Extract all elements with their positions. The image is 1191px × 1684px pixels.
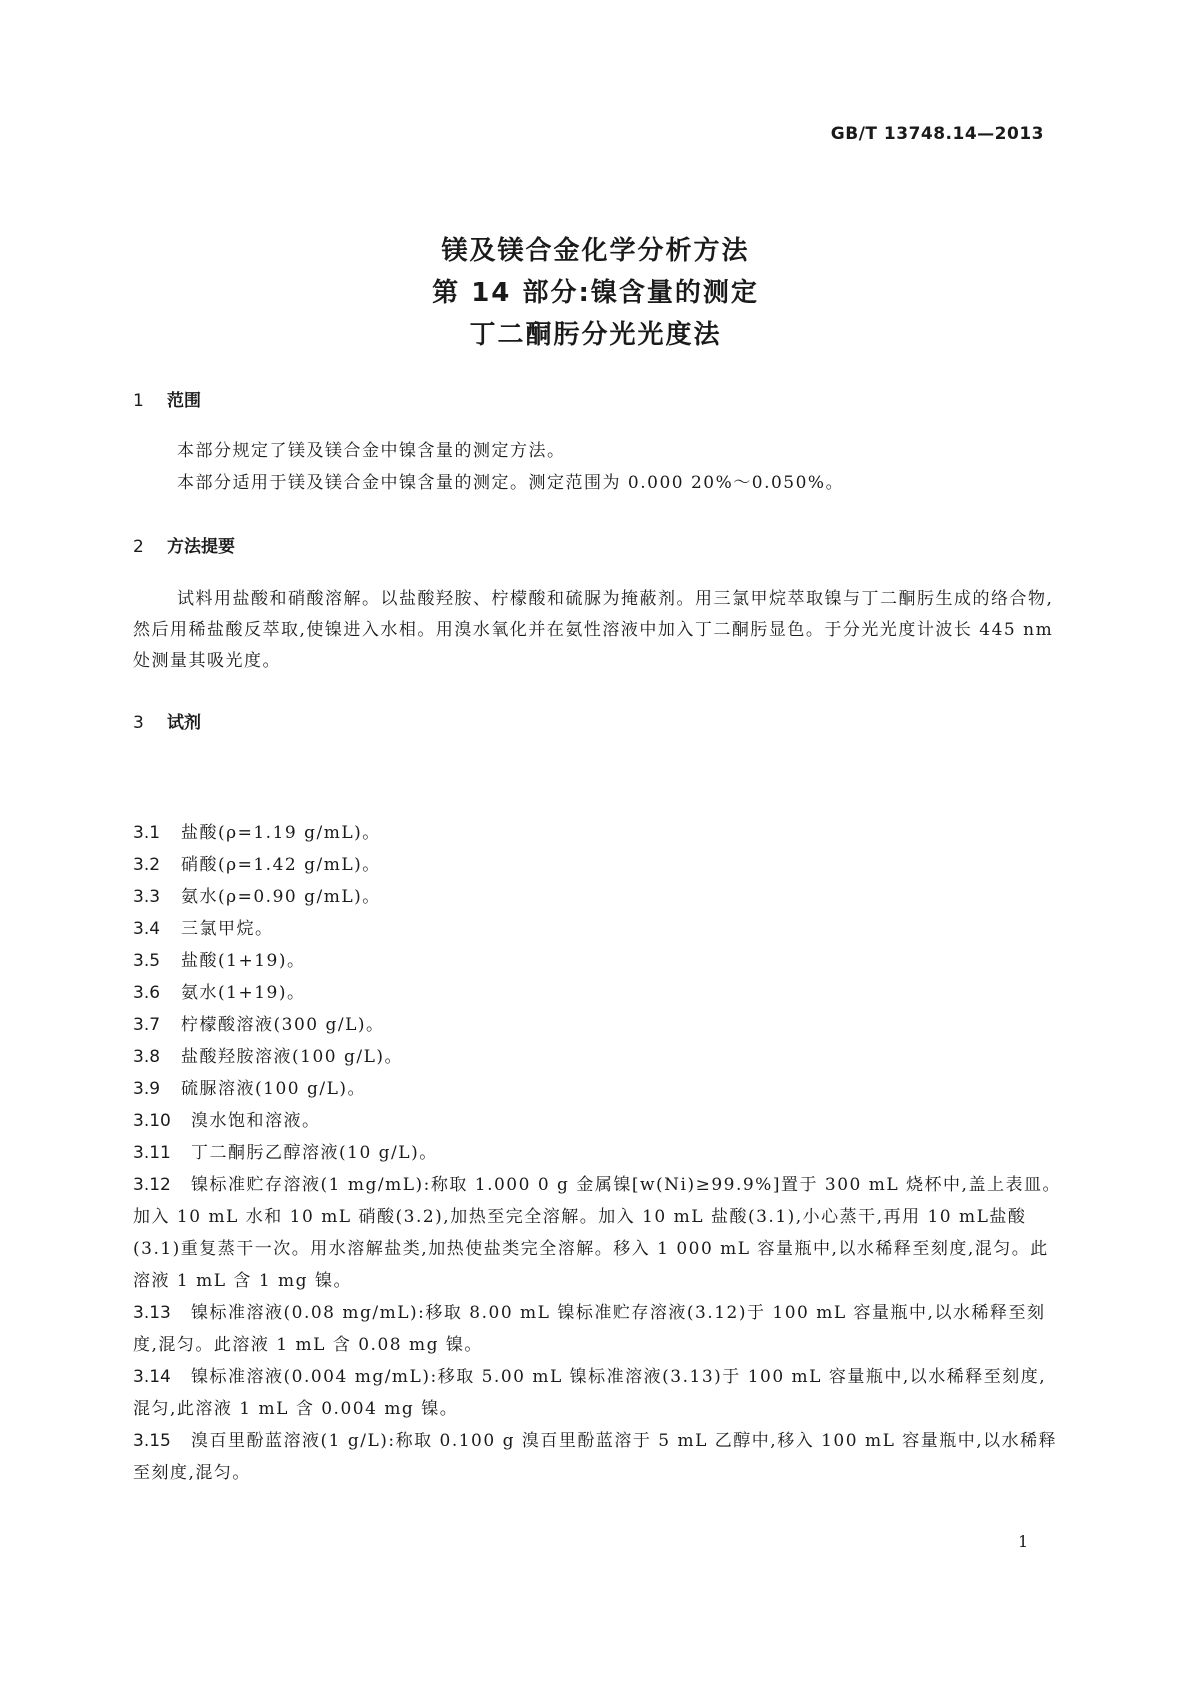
section-title: 方法提要 (167, 537, 235, 557)
item-number: 3.5 (133, 951, 161, 971)
item-number: 3.7 (133, 1015, 161, 1035)
item-text: 盐酸(ρ=1.19 g/mL)。 (181, 823, 381, 843)
item-text: 溴水饱和溶液。 (191, 1111, 321, 1131)
list-item (133, 1361, 1061, 1425)
section-heading-reagents (133, 708, 201, 733)
item-number: 3.15 (133, 1431, 171, 1451)
title-line-2: 第 14 部分:镍含量的测定 (432, 278, 759, 308)
section-title: 试剂 (167, 713, 201, 733)
section-heading-method (133, 532, 235, 557)
item-text: 硝酸(ρ=1.42 g/mL)。 (181, 855, 381, 875)
item-text: 氨水(ρ=0.90 g/mL)。 (181, 887, 381, 907)
list-item (133, 1105, 1061, 1137)
item-number: 3.2 (133, 855, 161, 875)
item-text: 镍标准溶液(0.004 mg/mL):移取 5.00 mL 镍标准溶液(3.13)于 100 mL 容量瓶中,以水稀释至刻度,混匀,此溶液 1 mL 含 0.004 mg 镍。 (133, 1367, 1047, 1419)
page-number: 1 (1018, 1532, 1029, 1551)
item-number: 3.4 (133, 919, 161, 939)
list-item (133, 1137, 1061, 1169)
item-text: 镍标准贮存溶液(1 mg/mL):称取 1.000 0 g 金属镍[w(Ni)≥99.9%]置于 300 mL 烧杯中,盖上表皿。加入 10 mL 水和 10 mL 硝酸(3.2),加热至完全溶解。加入 10 mL 盐酸(3.1),小心蒸干,再用 10 mL盐酸(3.1)重复蒸干一次。用水溶解盐类,加热使盐类完全溶解。移入 1 000 mL 容量瓶中,以水稀释至刻度,混匀。此溶液 1 mL 含 1 mg 镍。 (133, 1175, 1061, 1291)
list-item (133, 913, 1061, 945)
item-number: 3.3 (133, 887, 161, 907)
list-item (133, 881, 1061, 913)
item-text: 氨水(1+19)。 (181, 983, 306, 1003)
item-text: 盐酸羟胺溶液(100 g/L)。 (181, 1047, 404, 1067)
list-item (133, 1009, 1061, 1041)
list-item (133, 849, 1061, 881)
scope-paragraph-1: 本部分规定了镁及镁合金中镍含量的测定方法。 (177, 441, 566, 461)
item-text: 盐酸(1+19)。 (181, 951, 306, 971)
list-item (133, 1297, 1061, 1361)
item-text: 三氯甲烷。 (181, 919, 274, 939)
item-text: 硫脲溶液(100 g/L)。 (181, 1079, 367, 1099)
item-number: 3.12 (133, 1175, 171, 1195)
item-number: 3.9 (133, 1079, 161, 1099)
section-number: 3 (133, 713, 144, 733)
list-item (133, 977, 1061, 1009)
reagent-list (133, 817, 1061, 1489)
item-text: 柠檬酸溶液(300 g/L)。 (181, 1015, 385, 1035)
list-item (133, 817, 1061, 849)
document-code: GB/T 13748.14—2013 (830, 124, 1044, 144)
document-title (0, 230, 1191, 356)
list-item (133, 1041, 1061, 1073)
item-number: 3.1 (133, 823, 161, 843)
item-number: 3.10 (133, 1111, 171, 1131)
title-line-3: 丁二酮肟分光光度法 (469, 320, 722, 350)
item-text: 丁二酮肟乙醇溶液(10 g/L)。 (191, 1143, 438, 1163)
list-item (133, 1425, 1061, 1489)
item-number: 3.11 (133, 1143, 171, 1163)
item-number: 3.14 (133, 1367, 171, 1387)
title-line-1: 镁及镁合金化学分析方法 (441, 236, 750, 266)
scope-paragraph-2: 本部分适用于镁及镁合金中镍含量的测定。测定范围为 0.000 20%～0.050%。 (177, 473, 845, 493)
item-text: 溴百里酚蓝溶液(1 g/L):称取 0.100 g 溴百里酚蓝溶于 5 mL 乙醇中,移入 100 mL 容量瓶中,以水稀释至刻度,混匀。 (133, 1431, 1058, 1483)
section-title: 范围 (167, 391, 201, 411)
section-heading-scope (133, 386, 201, 411)
list-item (133, 1169, 1061, 1297)
item-number: 3.8 (133, 1047, 161, 1067)
list-item (133, 1073, 1061, 1105)
item-number: 3.6 (133, 983, 161, 1003)
section-number: 1 (133, 391, 144, 411)
method-paragraph: 试料用盐酸和硝酸溶解。以盐酸羟胺、柠檬酸和硫脲为掩蔽剂。用三氯甲烷萃取镍与丁二酮肟生成的络合物,然后用稀盐酸反萃取,使镍进入水相。用溴水氧化并在氨性溶液中加入丁二酮肟显色。于分光光度计波长 445 nm 处测量其吸光度。 (133, 589, 1054, 671)
item-number: 3.13 (133, 1303, 171, 1323)
list-item (133, 945, 1061, 977)
item-text: 镍标准溶液(0.08 mg/mL):移取 8.00 mL 镍标准贮存溶液(3.12)于 100 mL 容量瓶中,以水稀释至刻度,混匀。此溶液 1 mL 含 0.08 mg 镍。 (133, 1303, 1046, 1355)
section-number: 2 (133, 537, 144, 557)
